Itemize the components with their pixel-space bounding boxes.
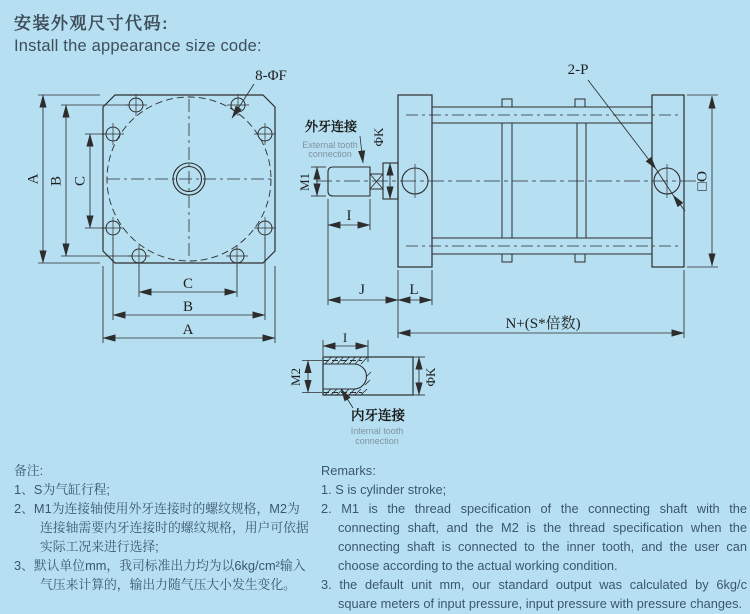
threaded-hole — [323, 364, 367, 389]
hole-callout-leader — [232, 84, 254, 118]
side-view — [297, 62, 718, 338]
notes-zh — [14, 461, 320, 594]
port-callout-leader — [588, 80, 685, 211]
note-line: 2、M1为连接轴使用外牙连接时的螺纹规格，M2为 — [14, 501, 300, 516]
external-connection-leader — [360, 136, 363, 163]
external-connection-label-zh: 外牙连接 — [304, 119, 358, 134]
dim-label-phik-external: ΦK — [370, 127, 386, 147]
tie-rod-centerlines — [406, 115, 678, 246]
note-line: choose according to the actual working condition. — [338, 558, 618, 573]
dim-label-length: N+(S*倍数) — [505, 316, 581, 332]
notes-en-heading: Remarks: — [321, 463, 376, 478]
external-connection-label-en2: connection — [308, 149, 352, 159]
notes-en — [321, 461, 747, 613]
note-line: 1、S为气缸行程; — [14, 482, 110, 497]
tie-rods — [432, 107, 652, 254]
note-line: square meters of input pressure, input pressure with pressure changes. — [338, 596, 743, 611]
note-line: 1. S is cylinder stroke; — [321, 482, 447, 497]
dim-label-m2: M2 — [287, 367, 303, 387]
internal-connector — [288, 330, 438, 446]
port-callout-label: 2-P — [567, 62, 589, 78]
dim-label-m1: M1 — [296, 172, 312, 192]
note-line: 3、默认单位mm，我司标准出力均为以6kg/cm²输入 — [14, 558, 306, 573]
dim-label-b-vertical: B — [48, 175, 65, 187]
dim-label-i-connector: I — [342, 330, 348, 345]
front-view-dimensions — [38, 95, 275, 343]
note-line: 2. M1 is the thread specification of the connecting shaft with the — [321, 501, 747, 516]
dim-label-c-horizontal: C — [182, 276, 194, 292]
partitions — [502, 123, 586, 238]
dim-label-i-stud: I — [346, 208, 352, 224]
internal-connection-label-en1: Internal tooth — [350, 426, 404, 436]
internal-connection-leader — [341, 389, 353, 408]
dim-label-j: J — [359, 282, 365, 298]
center-lines — [107, 99, 271, 259]
dim-label-c-vertical: C — [72, 175, 89, 187]
note-line: 3. the default unit mm, our standard output was calculated by 6kg/c — [321, 577, 747, 592]
notes-zh-heading: 备注: — [14, 463, 44, 478]
dim-label-height: □O — [694, 171, 711, 191]
dim-label-phik-internal: ΦK — [422, 367, 438, 387]
external-connection-label-en1: External tooth — [302, 140, 358, 150]
internal-connection-label-zh: 内牙连接 — [351, 408, 405, 423]
dim-label-l: L — [409, 282, 419, 298]
note-line: connecting shaft is connected to the inner tooth, and the user can — [338, 539, 747, 554]
note-line: 连接轴需要内牙连接时的螺纹规格，用户可依据 — [40, 520, 309, 535]
connector-dimensions — [302, 340, 425, 395]
page-title-en: Install the appearance size code: — [14, 37, 262, 55]
external-stud — [328, 167, 370, 196]
dim-label-a-horizontal: A — [182, 322, 194, 338]
note-line: 气压来计算的，输出力随气压大小发生变化。 — [40, 577, 296, 592]
note-line: 实际工况来进行选择; — [40, 539, 159, 554]
internal-connection-label-en2: connection — [355, 436, 399, 446]
page-title-zh: 安装外观尺寸代码: — [14, 14, 170, 33]
hole-callout-label: 8-ΦF — [255, 68, 287, 84]
front-view — [25, 68, 286, 343]
note-line: connecting shaft, and the M2 is the thread specification when the — [338, 520, 747, 535]
dim-label-a-vertical: A — [25, 173, 42, 185]
dim-label-b-horizontal: B — [182, 299, 194, 315]
thread-lines — [323, 361, 362, 393]
